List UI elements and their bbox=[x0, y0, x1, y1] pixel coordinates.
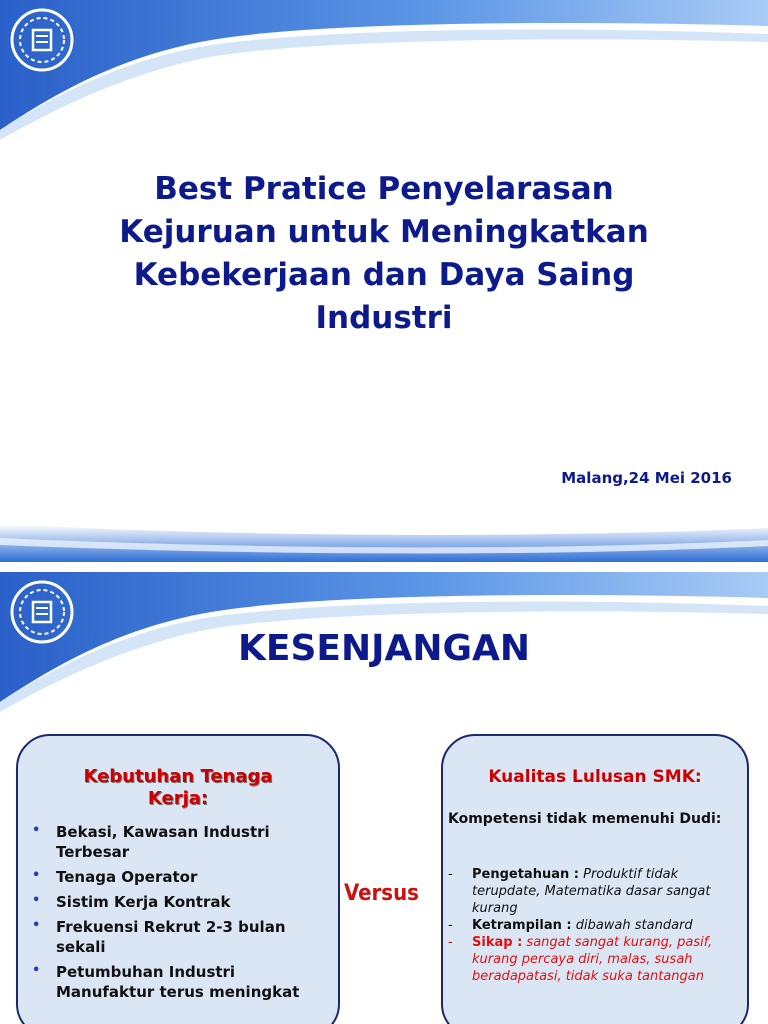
kualitas-item-value: dibawah standard bbox=[575, 918, 693, 933]
slide-title-text bbox=[40, 168, 728, 340]
title-line-2: Kejuruan untuk Meningkatkan bbox=[119, 214, 649, 250]
gear-logo-icon bbox=[8, 6, 76, 74]
kualitas-item-ketrampilan bbox=[448, 917, 743, 934]
kualitas-item-label: Ketrampilan : bbox=[472, 918, 572, 933]
bullet-icon: • bbox=[32, 823, 41, 838]
title-line-1: Best Pratice Penyelarasan bbox=[154, 171, 614, 207]
kebutuhan-list bbox=[32, 822, 326, 1007]
title-line-3: Kebekerjaan dan Daya Saing bbox=[133, 257, 635, 293]
kualitas-item-value: sangat sangat kurang, pasif, kurang percaya diri, malas, susah beradapatasi, tidak suka tantangan bbox=[472, 935, 713, 984]
list-item bbox=[32, 962, 326, 1002]
list-item-text: Frekuensi Rekrut 2-3 bulan sekali bbox=[56, 918, 286, 956]
title-line-4: Industri bbox=[315, 300, 453, 336]
bullet-icon: • bbox=[32, 963, 41, 978]
right-box-kualitas bbox=[441, 734, 749, 1024]
kualitas-item-pengetahuan bbox=[448, 866, 743, 917]
slide-heading: KESENJANGAN bbox=[237, 628, 531, 669]
list-item bbox=[32, 892, 326, 912]
dash-icon: - bbox=[448, 918, 453, 933]
kualitas-item-sikap bbox=[448, 934, 743, 985]
left-box-title bbox=[18, 766, 338, 810]
versus-label: Versus bbox=[344, 881, 419, 906]
kualitas-list bbox=[448, 866, 743, 985]
bullet-icon: • bbox=[32, 868, 41, 883]
bullet-icon: • bbox=[32, 893, 41, 908]
list-item-text: Petumbuhan Industri Manufaktur terus meningkat bbox=[56, 963, 300, 1001]
list-item-text: Sistim Kerja Kontrak bbox=[56, 893, 231, 911]
slide-gap bbox=[0, 562, 768, 572]
list-item bbox=[32, 917, 326, 957]
kualitas-item-label: Pengetahuan : bbox=[472, 867, 579, 882]
right-box-intro: Kompetensi tidak memenuhi Dudi: bbox=[448, 811, 722, 827]
bullet-icon: • bbox=[32, 918, 41, 933]
left-box-title-line-2: Kerja: bbox=[147, 788, 209, 809]
list-item-text: Bekasi, Kawasan Industri Terbesar bbox=[56, 823, 270, 861]
kualitas-item-value: Produktif tidak terupdate, Matematika dasar sangat kurang bbox=[472, 867, 711, 916]
left-box-kebutuhan bbox=[16, 734, 340, 1024]
left-box-title-line-1: Kebutuhan Tenaga bbox=[83, 766, 273, 787]
list-item bbox=[32, 867, 326, 887]
dash-icon: - bbox=[448, 935, 453, 950]
right-box-title: Kualitas Lulusan SMK: bbox=[488, 767, 702, 787]
list-item-text: Tenaga Operator bbox=[56, 868, 198, 886]
presentation-date: Malang,24 Mei 2016 bbox=[561, 469, 732, 487]
slide-kesenjangan bbox=[0, 572, 768, 1024]
dash-icon: - bbox=[448, 867, 453, 882]
kualitas-item-label: Sikap : bbox=[472, 935, 523, 950]
list-item bbox=[32, 822, 326, 862]
